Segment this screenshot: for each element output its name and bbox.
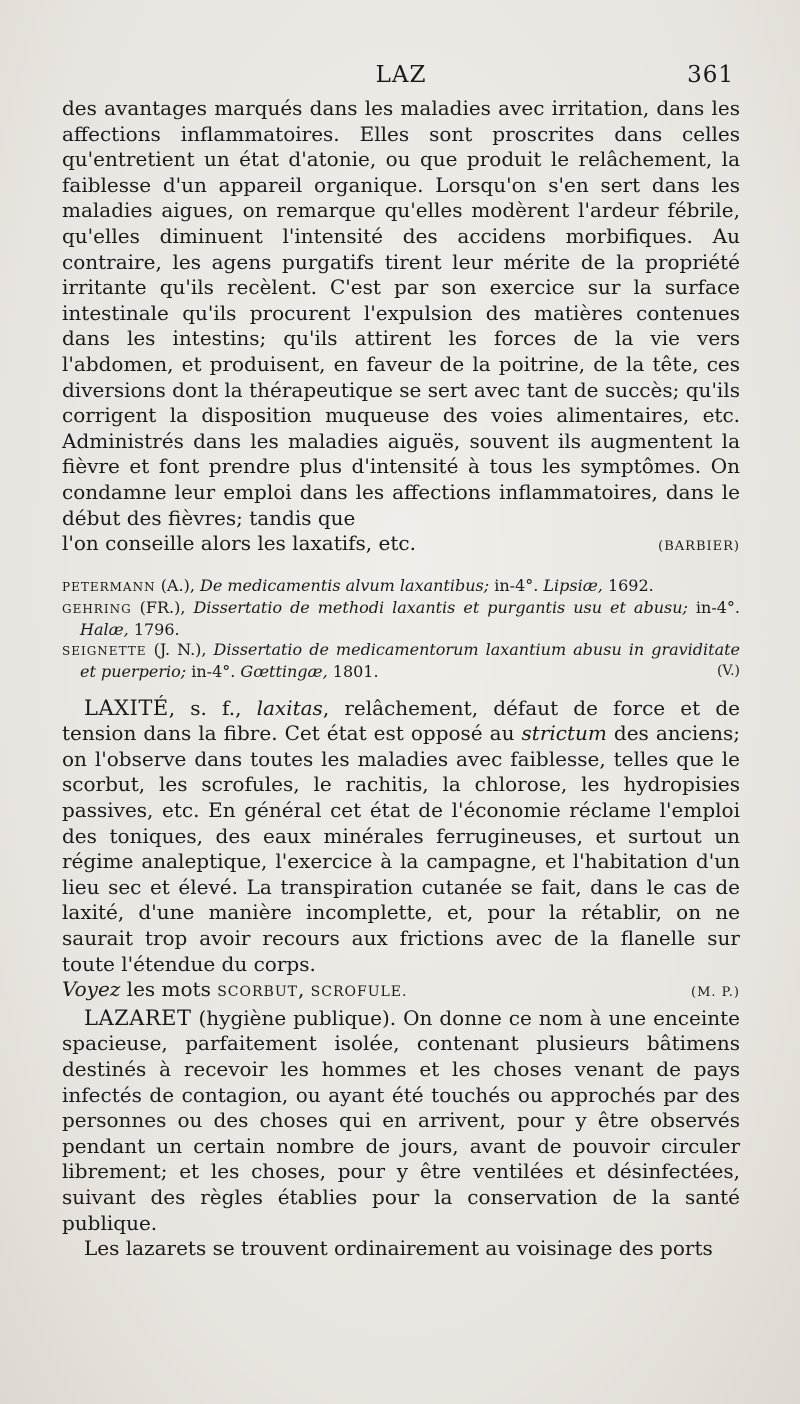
cross-ref-sep: , — [297, 977, 311, 1002]
bib-format: in-4°. — [186, 662, 241, 682]
bib-place: Lipsiæ, — [543, 575, 603, 595]
bib-title: Dissertatio de methodi laxantis et purgantis usu et abusu; — [193, 598, 688, 618]
bib-place: Halæ, — [80, 619, 129, 639]
bib-author: SEIGNETTE — [62, 644, 147, 659]
author-signature: (BARBIER) — [658, 539, 740, 555]
bib-year: 1801. — [327, 662, 379, 682]
entry-pos: , s. f., — [168, 695, 257, 720]
entry-laxite — [62, 696, 740, 978]
bib-author: GEHRING — [62, 602, 132, 617]
closing-paragraph — [62, 1236, 740, 1262]
paragraph-text: des avantages marqués dans les maladies avec irritation, dans les affections inflammatoires. Elles sont proscrites dans celles qu'entretient un état d'atonie, ou que produit le relâchement, la faiblesse d'un appareil organique. Lorsqu'on s'en sert dans les maladies aigues, on remarque qu'elles modèrent l'ardeur fébrile, qu'elles diminuent l'intensité des accidens morbifiques. Au contraire, les agens purgatifs tirent leur mérite de la propriété irritante qu'ils recèlent. C'est par son exercice sur la surface intestinale qu'ils procurent l'expulsion des matières contenues dans les intestins; qu'ils attirent les forces de la vie vers l'abdomen, et produisent, en faveur de la poitrine, de la tête, ces diversions dont la thérapeutique se sert avec tant de succès; qu'ils corrigent la disposition muqueuse des voies alimentaires, etc. Administrés dans les maladies aiguës, souvent ils augmentent la fièvre et font prendre plus d'intensité à tous les symptômes. On condamne leur emploi dans les affections inflammatoires, dans le début des fièvres; tandis que — [62, 96, 740, 530]
bibliography-entry — [62, 598, 740, 639]
entry-text: , relâchement, défaut de force et de tension dans la fibre. Cet état est opposé au — [62, 695, 740, 746]
cross-ref: SCROFULE. — [310, 984, 408, 1001]
cross-ref: SCORBUT — [217, 984, 298, 1001]
latin-term: strictum — [521, 721, 607, 746]
bib-year: 1692. — [602, 575, 654, 595]
bib-place: Gœttingæ, — [240, 662, 328, 682]
paragraph-text: Les lazarets se trouvent ordinairement au voisinage des ports — [84, 1236, 713, 1261]
voyez-label: Voyez — [62, 977, 121, 1002]
voyez-text: les mots — [120, 977, 218, 1002]
entry-lazaret — [62, 1006, 740, 1236]
bib-initials: (FR.), — [139, 598, 186, 618]
entry-cross-reference — [62, 977, 740, 1006]
bib-author: PETERMANN — [62, 579, 156, 594]
bib-format: in-4°. — [489, 575, 544, 595]
bib-year: 1796. — [128, 619, 180, 639]
running-head — [62, 62, 740, 96]
paragraph-closing-line — [62, 531, 740, 560]
entry-text: des anciens; on l'observe dans toutes les maladies avec faiblesse, telles que le scorbut, les scrofules, le rachitis, la chlorose, les hydropisies passives, etc. En général cet état de l'économie réclame l'emploi des toniques, des eaux minérales ferrugineuses, et surtout un régime analeptique, l'exercice à la campagne, et l'habitation d'un lieu sec et élevé. La transpiration cutanée se fait, dans le cas de laxité, d'une manière incomplette, et, pour la rétablir, on ne saurait trop avoir recours aux frictions avec de la flanelle sur toute l'étendue du corps. — [62, 721, 740, 976]
bib-initials: (J. N.), — [153, 640, 207, 660]
page-number: 361 — [687, 62, 734, 88]
entry-text: (hygiène publique). On donne ce nom à une enceinte spacieuse, parfaitement isolée, contenant plusieurs bâtimens destinés à recevoir les hommes et les choses venant de pays infectés de contagion, ou ayant été touchés ou approchés par des personnes ou des choses qui en arrivent, pour y être observés pendant un certain nombre de jours, avant de pouvoir circuler librement; et les choses, pour y être ventilées et désinfectées, suivant des règles établies pour la conservation de la santé publique. — [62, 1005, 740, 1235]
author-signature: (M. P.) — [691, 985, 740, 1001]
headword: LAZARET — [84, 1005, 192, 1030]
bibliography-entry — [62, 640, 740, 681]
bib-initials: (A.), — [160, 575, 195, 595]
bib-signature: (V.) — [716, 663, 740, 680]
bib-title: De medicamentis alvum laxantibus; — [200, 575, 490, 595]
bib-format: in-4°. — [687, 598, 740, 618]
bibliography — [62, 576, 740, 682]
paragraph-last-line: l'on conseille alors les laxatifs, etc. — [62, 531, 416, 556]
headword: LAXITÉ — [84, 695, 169, 720]
latin-term: laxitas — [256, 695, 323, 720]
bib-title: Dissertatio de medicamentorum laxantium abusu in graviditate et puerperio; — [80, 640, 741, 682]
continued-paragraph — [62, 96, 740, 531]
running-title: LAZ — [375, 62, 427, 88]
bibliography-entry — [62, 576, 740, 598]
